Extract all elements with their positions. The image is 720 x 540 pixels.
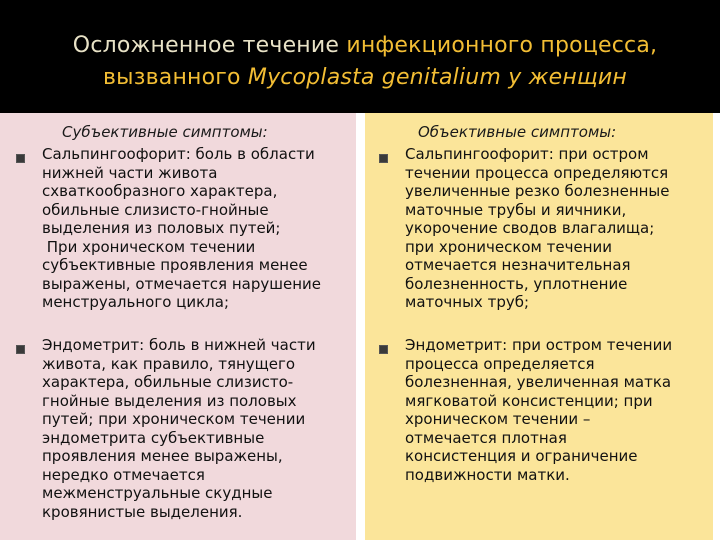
slide-header — [0, 0, 720, 113]
slide-title — [20, 30, 710, 94]
text-line: болезненная, увеличенная матка — [405, 373, 672, 391]
subjective-salpingo-text — [42, 145, 321, 312]
text-line: хроническом течении – — [405, 410, 591, 428]
text-line: Эндометрит: при остром течении — [405, 336, 673, 354]
text-line: консистенция и ограничение — [405, 447, 638, 465]
text-line: мягковатой консистенции; при — [405, 391, 653, 410]
text-line: межменструальные скудные — [42, 484, 273, 502]
text-line: увеличенные резко болезненные — [405, 182, 670, 200]
subjective-heading: Субъективные симптомы: — [62, 123, 268, 141]
title-highlight: инфекционного процесса, — [346, 33, 658, 58]
text-line: характера, обильные слизисто- — [42, 373, 294, 391]
text-line: процесса определяется — [405, 354, 595, 373]
text-line: при хроническом течении — [405, 237, 612, 256]
title-line-1 — [20, 30, 710, 62]
text-line: маточных труб; — [405, 293, 530, 311]
bullet-icon — [16, 154, 25, 163]
text-line: проявления менее выражены, — [42, 447, 283, 465]
text-line: подвижности матки. — [405, 465, 570, 484]
objective-heading: Объективные симптомы: — [418, 123, 617, 141]
title-text: Осложненное течение — [72, 33, 347, 58]
text-line: живота, как правило, тянущего — [42, 354, 296, 373]
text-line: нижней части живота — [42, 163, 218, 182]
text-line: кровянистые выделения. — [42, 502, 243, 521]
title-line-2 — [20, 62, 710, 94]
text-line: отмечается плотная — [405, 428, 567, 447]
text-line: гнойные выделения из половых — [42, 391, 297, 410]
text-line: При хроническом течении — [42, 237, 256, 256]
title-highlight: вызванного — [102, 65, 248, 90]
text-line: Эндометрит: боль в нижней части — [42, 336, 316, 354]
bullet-icon — [16, 345, 25, 354]
bullet-icon — [379, 345, 388, 354]
text-line: нередко отмечается — [42, 465, 205, 484]
text-line: отмечается незначительная — [405, 256, 631, 274]
text-line: обильные слизисто-гнойные — [42, 200, 269, 219]
objective-column — [357, 113, 720, 540]
objective-endometritis-text — [405, 336, 672, 484]
text-line: менструального цикла; — [42, 293, 230, 311]
title-highlight: у женщин — [501, 65, 627, 90]
text-line: схваткообразного характера, — [42, 182, 278, 200]
text-line: укорочение сводов влагалища; — [405, 219, 655, 237]
text-line: выделения из половых путей; — [42, 219, 281, 237]
text-line: течении процесса определяются — [405, 163, 669, 182]
text-line: путей; при хроническом течении — [42, 410, 306, 428]
text-line: эндометрита субъективные — [42, 428, 265, 447]
bullet-icon — [379, 154, 388, 163]
objective-salpingo-text — [405, 145, 670, 312]
text-line: Сальпингоофорит: при остром — [405, 145, 649, 163]
subjective-column — [0, 113, 357, 540]
text-line: болезненность, уплотнение — [405, 274, 628, 293]
text-line: маточные трубы и яичники, — [405, 200, 627, 219]
text-line: выражены, отмечается нарушение — [42, 274, 321, 293]
text-line: субъективные проявления менее — [42, 256, 308, 274]
title-organism: Mycoplasta genitalium — [247, 65, 502, 90]
text-line: Сальпингоофорит: боль в области — [42, 145, 315, 163]
subjective-endometritis-text — [42, 336, 316, 521]
